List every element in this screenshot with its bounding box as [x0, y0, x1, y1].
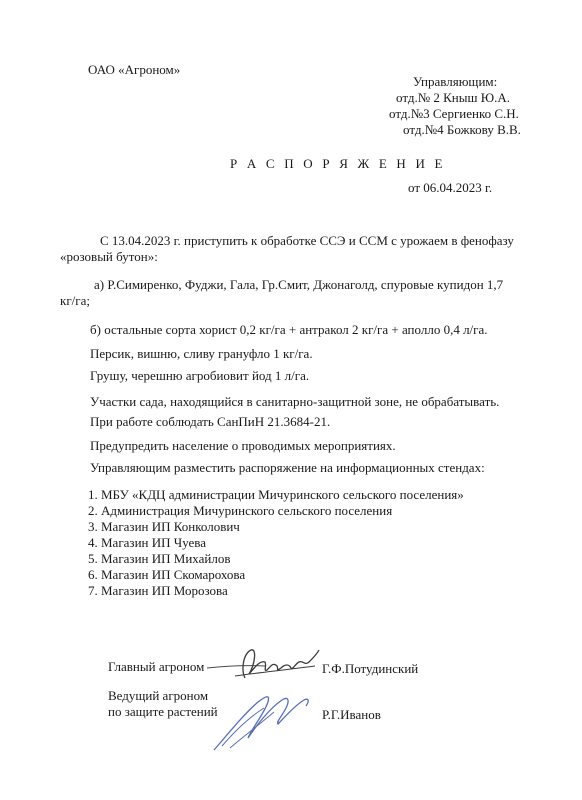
- organization-name: ОАО «Агроном»: [88, 62, 181, 77]
- warn-population-line: Предупредить население о проводимых мероприятиях.: [90, 438, 396, 453]
- intro-line-1: С 13.04.2023 г. приступить к обработке ССЭ и ССМ с урожаем в фенофазу: [100, 233, 514, 248]
- document-date: от 06.04.2023 г.: [408, 180, 493, 195]
- pear-line: Грушу, черешню агробиовит йод 1 л/га.: [90, 368, 310, 383]
- chief-agronomist-name: Г.Ф.Потудинский: [322, 661, 419, 676]
- lead-signature-icon: [208, 688, 318, 756]
- list-item: 2. Администрация Мичуринского сельского поселения: [88, 503, 393, 518]
- addressee-3: отд.№4 Божкову В.В.: [403, 122, 521, 137]
- peach-line: Персик, вишню, сливу грануфло 1 кг/га.: [90, 346, 313, 361]
- sanitary-zone-line: Участки сада, находящийся в санитарно-защитной зоне, не обрабатывать.: [90, 394, 500, 409]
- sanpin-line: При работе соблюдать СанПиН 21.3684-21.: [90, 414, 331, 429]
- addressee-2: отд.№3 Сергиенко С.Н.: [389, 106, 519, 121]
- item-a-line-2: кг/га;: [60, 293, 90, 308]
- chief-agronomist-title: Главный агроном: [108, 659, 205, 674]
- item-a-line-1: а) Р.Симиренко, Фуджи, Гала, Гр.Смит, Джонаголд, спуровые купидон 1,7: [94, 277, 504, 292]
- addressee-1: отд.№ 2 Кныш Ю.А.: [396, 90, 510, 105]
- list-item: 7. Магазин ИП Морозова: [88, 583, 228, 598]
- addressee-title: Управляющим:: [413, 74, 498, 89]
- lead-agronomist-title-line-1: Ведущий агроном: [108, 688, 209, 703]
- intro-line-2: «розовый бутон»:: [60, 249, 158, 264]
- list-item: 3. Магазин ИП Конколович: [88, 519, 240, 534]
- list-item: 5. Магазин ИП Михайлов: [88, 551, 231, 566]
- post-order-line: Управляющим разместить распоряжение на информационных стендах:: [90, 460, 485, 475]
- lead-agronomist-name: Р.Г.Иванов: [322, 707, 381, 722]
- lead-agronomist-title-line-2: по защите растений: [108, 704, 218, 719]
- item-b: б) остальные сорта хорист 0,2 кг/га + антракол 2 кг/га + аполло 0,4 л/га.: [90, 322, 488, 337]
- list-item: 1. МБУ «КДЦ администрации Мичуринского сельского поселения»: [88, 487, 464, 502]
- list-item: 4. Магазин ИП Чуева: [88, 535, 207, 550]
- document-title: Р А С П О Р Я Ж Е Н И Е: [230, 156, 446, 171]
- list-item: 6. Магазин ИП Скомарохова: [88, 567, 246, 582]
- chief-signature-icon: [205, 640, 330, 690]
